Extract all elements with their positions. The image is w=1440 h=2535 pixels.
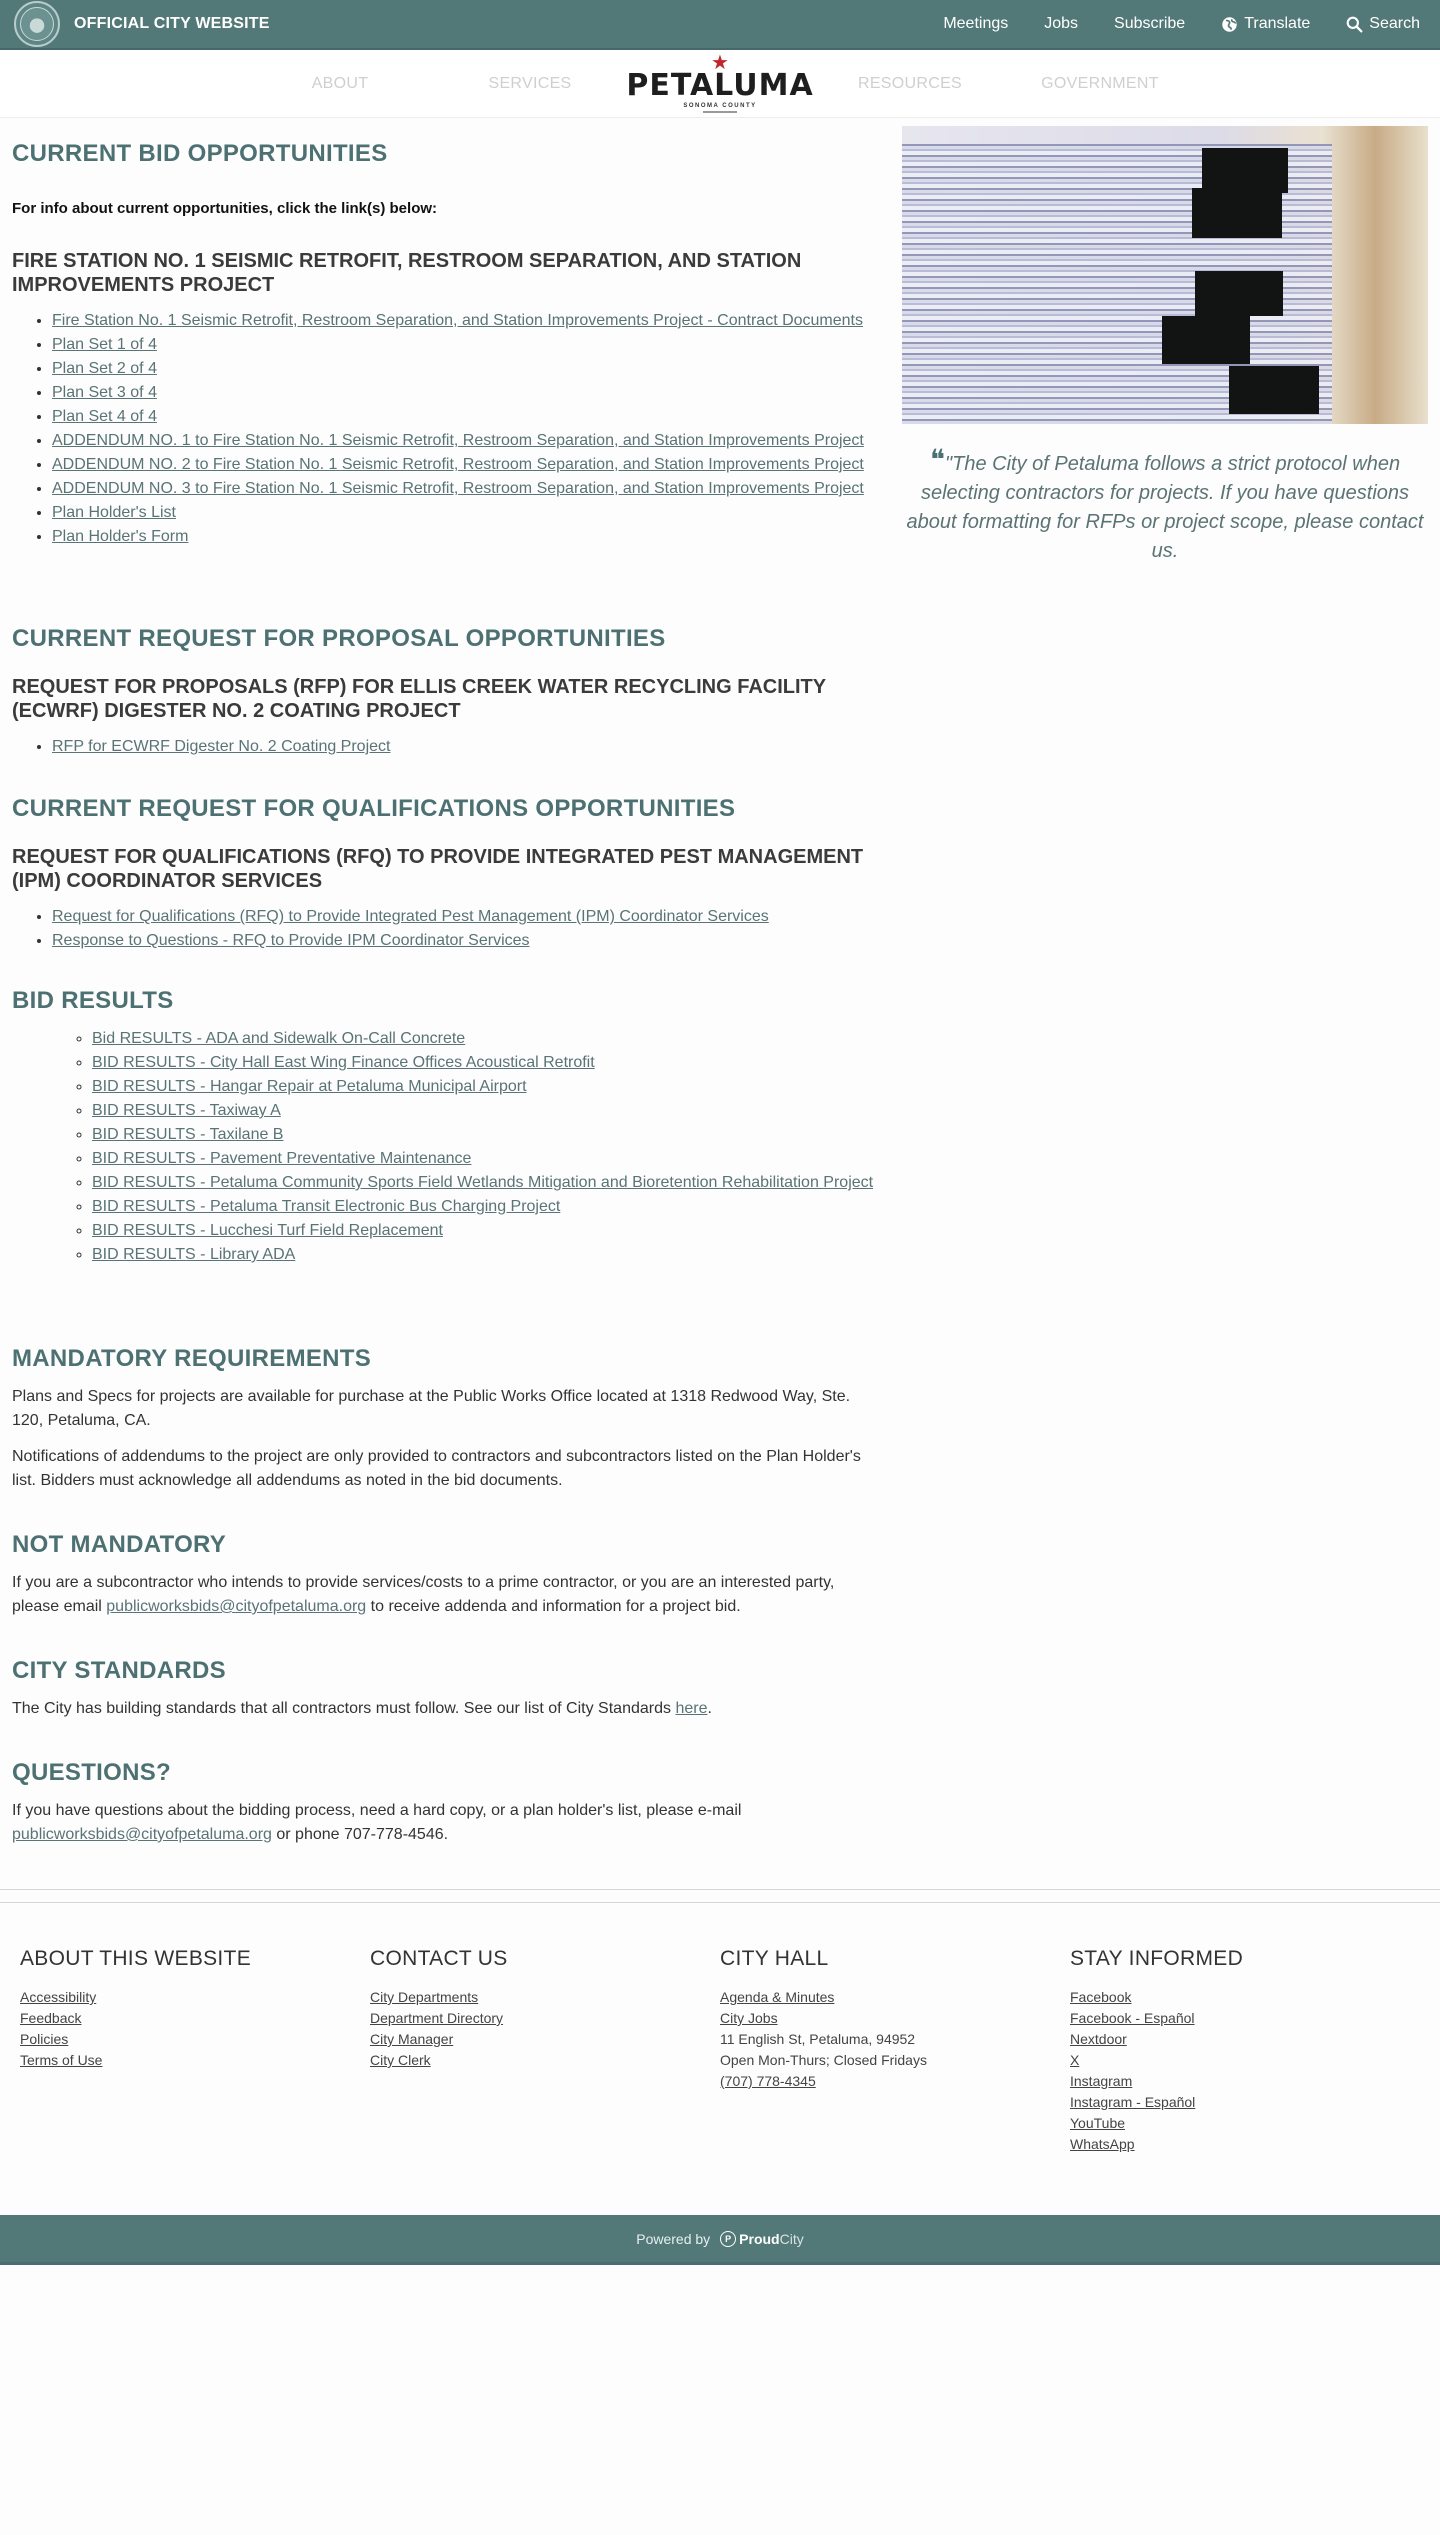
list-item: [52, 381, 874, 405]
mandatory-paragraph-2: Notifications of addendums to the project are only provided to contractors and subcontractors listed on the Plan Holder's list. Bidders must acknowledge all addendums as noted in the bid documents.: [12, 1448, 861, 1489]
page-content: [0, 118, 1440, 1847]
meetings-link[interactable]: [925, 15, 1026, 33]
list-item: [52, 405, 874, 429]
globe-icon: [1221, 16, 1238, 33]
bid-result-link[interactable]: BID RESULTS - Pavement Preventative Maintenance: [92, 1150, 472, 1167]
subscribe-label: Subscribe: [1114, 15, 1186, 32]
list-item: [52, 477, 874, 501]
plan-holders-list-link[interactable]: Plan Holder's List: [52, 504, 176, 521]
agenda-minutes-link[interactable]: Agenda & Minutes: [720, 1989, 835, 2005]
sidebar: [874, 118, 1428, 1847]
city-hall-phone-link[interactable]: (707) 778-4345: [720, 2073, 816, 2089]
bid-documents-list: [12, 309, 874, 549]
facebook-espanol-link[interactable]: Facebook - Español: [1070, 2010, 1195, 2026]
city-standards-text: The City has building standards that all contractors must follow. See our list of City Standards: [12, 1700, 676, 1717]
questions-email-link[interactable]: publicworksbids@cityofpetaluma.org: [12, 1826, 272, 1843]
rfq-list: [12, 905, 874, 953]
city-standards-here-link[interactable]: here: [675, 1700, 708, 1717]
rfp-project-title: REQUEST FOR PROPOSALS (RFP) FOR ELLIS CREEK WATER RECYCLING FACILITY (ECWRF) DIGESTER NO. 2 COATING PROJECT: [12, 676, 826, 722]
footer-about-column: [20, 1947, 370, 2215]
list-item: [52, 429, 874, 453]
city-standards-text-end: .: [707, 1700, 712, 1717]
logo-wordmark: PETALUMA: [626, 67, 814, 103]
rfq-ipm-link[interactable]: Request for Qualifications (RFQ) to Provide Integrated Pest Management (IPM) Coordinator Services: [52, 908, 769, 925]
plan-set-4-link[interactable]: Plan Set 4 of 4: [52, 408, 157, 425]
email-link[interactable]: publicworksbids@cityofpetaluma.org: [106, 1598, 367, 1615]
contract-documents-link[interactable]: Fire Station No. 1 Seismic Retrofit, Restroom Separation, and Station Improvements Project - Contract Documents: [52, 312, 863, 329]
city-standards-paragraph: [12, 1697, 874, 1721]
rfp-ecwrf-link[interactable]: RFP for ECWRF Digester No. 2 Coating Project: [52, 738, 391, 755]
footer-stay-informed-heading: STAY INFORMED: [1070, 1947, 1244, 1970]
bid-results-heading: BID RESULTS: [12, 987, 174, 1014]
page-bottom: [0, 2265, 1440, 2382]
footer-contact-column: [370, 1947, 720, 2215]
bids-heading: CURRENT BID OPPORTUNITIES: [12, 140, 388, 167]
fire-station-project-title: FIRE STATION NO. 1 SEISMIC RETROFIT, RESTROOM SEPARATION, AND STATION IMPROVEMENTS PROJECT: [12, 250, 802, 296]
city-jobs-link[interactable]: City Jobs: [720, 2010, 778, 2026]
not-mandatory-text-end: to receive addenda and information for a project bid.: [366, 1598, 741, 1615]
questions-text-end: or phone 707-778-4546.: [271, 1826, 449, 1843]
list-item: [52, 453, 874, 477]
logo-rule: [703, 111, 737, 113]
nav-services[interactable]: SERVICES: [488, 74, 572, 92]
city-departments-link[interactable]: City Departments: [370, 1989, 479, 2005]
logo-subtitle: SONOMA COUNTY: [683, 102, 757, 109]
footer-divider: [0, 1889, 1440, 1890]
plan-set-3-link[interactable]: Plan Set 3 of 4: [52, 384, 157, 401]
bids-intro: For info about current opportunities, click the link(s) below:: [12, 200, 438, 217]
questions-heading: QUESTIONS?: [12, 1759, 172, 1786]
list-item: [92, 1051, 874, 1075]
policies-link[interactable]: Policies: [20, 2031, 69, 2047]
bid-result-link[interactable]: BID RESULTS - Hangar Repair at Petaluma Municipal Airport: [92, 1078, 527, 1095]
proudcity-brand-light: City: [779, 2230, 804, 2247]
addendum-3-link[interactable]: ADDENDUM NO. 3 to Fire Station No. 1 Seismic Retrofit, Restroom Separation, and Station Improvements Project: [52, 480, 864, 497]
list-item: [52, 501, 874, 525]
main-column: [12, 118, 874, 1847]
list-item: [52, 905, 874, 929]
site-identity[interactable]: [14, 1, 270, 47]
search-button[interactable]: [1328, 15, 1428, 33]
translate-button[interactable]: [1203, 15, 1328, 33]
powered-by-bar: [0, 2215, 1440, 2265]
proudcity-icon: P: [720, 2231, 736, 2247]
search-label: Search: [1369, 15, 1420, 32]
department-directory-link[interactable]: Department Directory: [370, 2010, 504, 2026]
proudcity-brand-bold: Proud: [739, 2230, 780, 2247]
bid-result-link[interactable]: BID RESULTS - Taxiway A: [92, 1102, 281, 1119]
footer-about-heading: ABOUT THIS WEBSITE: [20, 1947, 251, 1970]
list-item: [52, 525, 874, 549]
list-item: [52, 929, 874, 953]
quote-text: "The City of Petaluma follows a strict protocol when selecting contractors for projects. If you have questions about formatting for RFPs or project scope, please contact us.: [906, 453, 1424, 562]
rfp-heading: CURRENT REQUEST FOR PROPOSAL OPPORTUNITIES: [12, 625, 666, 652]
plan-set-1-link[interactable]: Plan Set 1 of 4: [52, 336, 157, 353]
list-item: [52, 735, 874, 759]
utility-nav: [925, 15, 1428, 33]
bid-result-link[interactable]: BID RESULTS - Taxilane B: [92, 1126, 284, 1143]
bid-result-link[interactable]: BID RESULTS - Petaluma Transit Electronic Bus Charging Project: [92, 1198, 561, 1215]
quote-icon: ❝: [929, 444, 945, 475]
list-item: [92, 1123, 874, 1147]
footer-city-hall-heading: CITY HALL: [720, 1947, 829, 1970]
list-item: [92, 1147, 874, 1171]
mandatory-paragraph-1: Plans and Specs for projects are available for purchase at the Public Works Office located at 1318 Redwood Way, Ste. 120, Petaluma, CA.: [12, 1388, 851, 1429]
nav-government[interactable]: GOVERNMENT: [1041, 74, 1159, 92]
bid-result-link[interactable]: BID RESULTS - Lucchesi Turf Field Replacement: [92, 1222, 443, 1239]
not-mandatory-heading: NOT MANDATORY: [12, 1531, 227, 1558]
star-icon: ★: [711, 51, 729, 74]
subscribe-link[interactable]: [1096, 15, 1203, 33]
footer-contact-heading: CONTACT US: [370, 1947, 508, 1970]
instagram-espanol-link[interactable]: Instagram - Español: [1070, 2094, 1196, 2110]
plan-set-2-link[interactable]: Plan Set 2 of 4: [52, 360, 157, 377]
nav-about[interactable]: ABOUT: [311, 74, 369, 92]
city-hall-hours: Open Mon-Thurs; Closed Fridays: [720, 2052, 927, 2068]
addendum-2-link[interactable]: ADDENDUM NO. 2 to Fire Station No. 1 Seismic Retrofit, Restroom Separation, and Station Improvements Project: [52, 456, 864, 473]
questions-paragraph: [12, 1799, 874, 1847]
search-icon: [1346, 16, 1363, 33]
footer-city-hall-column: [720, 1947, 1070, 2215]
addendum-1-link[interactable]: ADDENDUM NO. 1 to Fire Station No. 1 Seismic Retrofit, Restroom Separation, and Station Improvements Project: [52, 432, 864, 449]
contractor-quote: [902, 444, 1428, 566]
facebook-link[interactable]: Facebook: [1070, 1989, 1132, 2005]
list-item: [92, 1243, 874, 1267]
youtube-link[interactable]: YouTube: [1070, 2115, 1126, 2131]
nextdoor-link[interactable]: Nextdoor: [1070, 2031, 1127, 2047]
whatsapp-link[interactable]: WhatsApp: [1070, 2136, 1135, 2152]
nav-resources[interactable]: RESOURCES: [857, 74, 963, 92]
powered-by-text: Powered by: [636, 2230, 711, 2247]
x-link[interactable]: X: [1070, 2052, 1080, 2068]
bid-result-link[interactable]: BID RESULTS - City Hall East Wing Finance Offices Acoustical Retrofit: [92, 1054, 595, 1071]
site-title[interactable]: OFFICIAL CITY WEBSITE: [74, 15, 270, 32]
rfq-project-title: REQUEST FOR QUALIFICATIONS (RFQ) TO PROVIDE INTEGRATED PEST MANAGEMENT (IPM) COORDINATOR SERVICES: [12, 846, 864, 892]
meetings-label: Meetings: [943, 15, 1009, 32]
list-item: [92, 1195, 874, 1219]
bid-result-link[interactable]: BID RESULTS - Petaluma Community Sports Field Wetlands Mitigation and Bioretention Rehabilitation Project: [92, 1174, 874, 1191]
list-item: [52, 357, 874, 381]
list-item: [92, 1171, 874, 1195]
city-clerk-link[interactable]: City Clerk: [370, 2052, 431, 2068]
petaluma-logo[interactable]: [625, 51, 815, 113]
footer: [0, 1903, 1440, 2215]
bid-result-link[interactable]: Bid RESULTS - ADA and Sidewalk On-Call Concrete: [92, 1030, 466, 1047]
instagram-link[interactable]: Instagram: [1070, 2073, 1133, 2089]
list-item: [92, 1099, 874, 1123]
jobs-link[interactable]: [1026, 15, 1096, 33]
list-item: [52, 309, 874, 333]
documents-stack-image: [902, 126, 1428, 424]
bid-results-list: [12, 1027, 874, 1267]
terms-link[interactable]: Terms of Use: [20, 2052, 103, 2068]
main-nav: [0, 50, 1440, 118]
city-standards-heading: CITY STANDARDS: [12, 1657, 226, 1684]
proudcity-logo-link[interactable]: [720, 2231, 804, 2247]
list-item: [92, 1075, 874, 1099]
footer-stay-informed-column: [1070, 1947, 1420, 2215]
city-seal-icon[interactable]: [14, 1, 60, 47]
not-mandatory-paragraph: [12, 1571, 874, 1619]
list-item: [52, 333, 874, 357]
mandatory-heading: MANDATORY REQUIREMENTS: [12, 1345, 372, 1372]
feedback-link[interactable]: Feedback: [20, 2010, 82, 2026]
list-item: [92, 1219, 874, 1243]
jobs-label: Jobs: [1044, 15, 1079, 32]
rfq-response-link[interactable]: Response to Questions - RFQ to Provide IPM Coordinator Services: [52, 932, 530, 949]
not-mandatory-text: If you are a subcontractor who intends to provide services/costs to a prime contractor, or you are an interested party, please email: [12, 1574, 835, 1615]
bid-result-link[interactable]: BID RESULTS - Library ADA: [92, 1246, 296, 1263]
top-bar: [0, 0, 1440, 50]
list-item: [92, 1027, 874, 1051]
questions-text: If you have questions about the bidding process, need a hard copy, or a plan holder's list, please e-mail: [12, 1802, 742, 1819]
plan-holders-form-link[interactable]: Plan Holder's Form: [52, 528, 189, 545]
translate-label: Translate: [1244, 15, 1311, 32]
city-manager-link[interactable]: City Manager: [370, 2031, 454, 2047]
rfp-list: [12, 735, 874, 759]
accessibility-link[interactable]: Accessibility: [20, 1989, 97, 2005]
city-hall-address: 11 English St, Petaluma, 94952: [720, 2031, 916, 2047]
rfq-heading: CURRENT REQUEST FOR QUALIFICATIONS OPPORTUNITIES: [12, 795, 736, 822]
